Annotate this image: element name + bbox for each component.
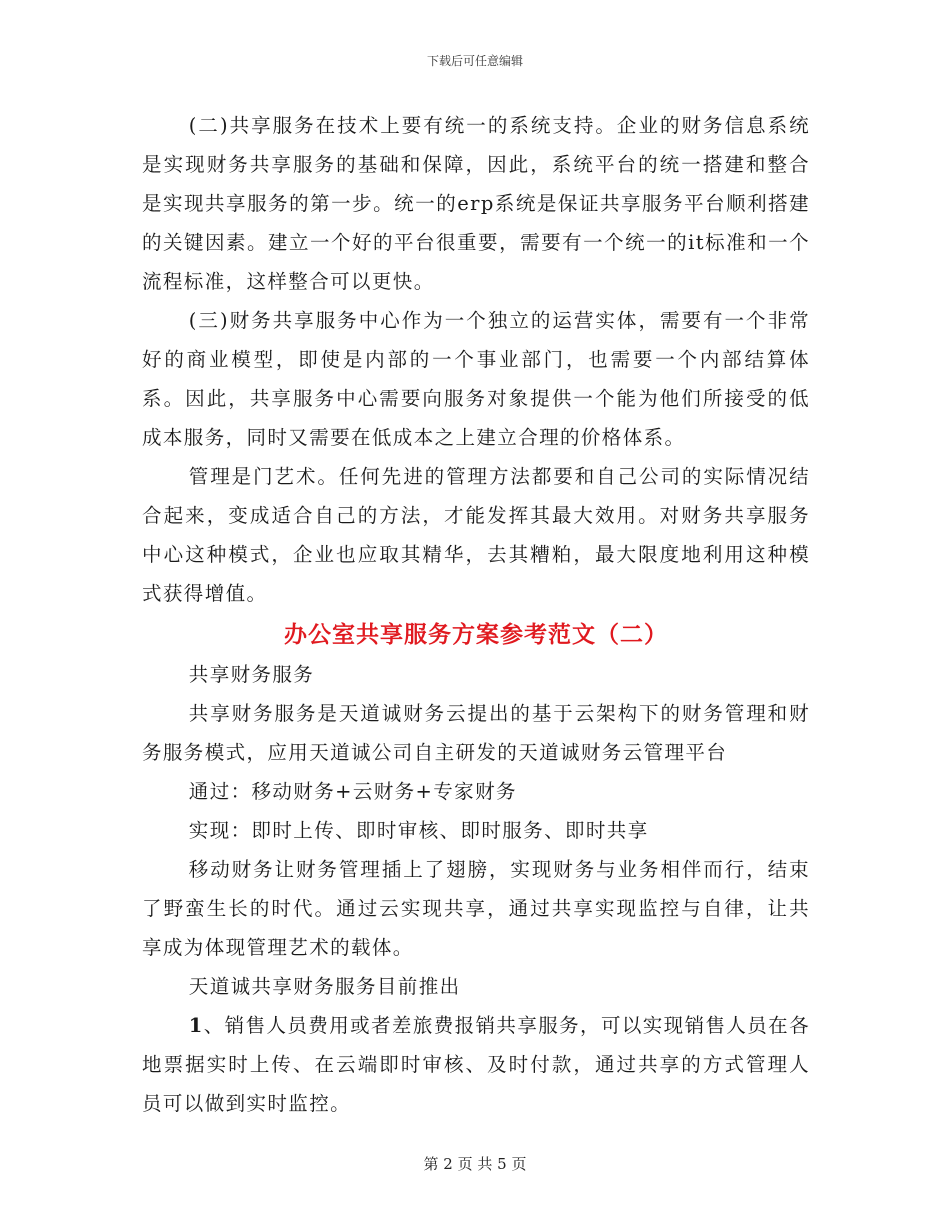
paragraph: 管理是门艺术。任何先进的管理方法都要和自己公司的实际情况结合起来，变成适合自己的方法，才能发挥其最大效用。对财务共享服务中心这种模式，企业也应取其精华，去其糟粕，最大限度地利用这种模式获得增值。 — [142, 465, 810, 605]
item-text: 、销售人员费用或者差旅费报销共享服务，可以实现销售人员在各地票据实时上传、在云端即时审核、及时付款，通过共享的方式管理人员可以做到实时监控。 — [142, 1014, 810, 1115]
page-header: 下载后可任意编辑 — [426, 54, 523, 68]
paragraph: 天道诚共享财务服务目前推出 — [188, 975, 461, 998]
paragraph: 共享财务服务 — [188, 663, 315, 686]
paragraph: 通过：移动财务+云财务+专家财务 — [188, 780, 517, 803]
paragraph: 移动财务让财务管理插上了翅膀，实现财务与业务相伴而行，结束了野蛮生长的时代。通过云实现共享，通过共享实现监控与自律，让共享成为体现管理艺术的载体。 — [142, 858, 810, 959]
paragraph: 实现：即时上传、即时审核、即时服务、即时共享 — [188, 819, 649, 842]
document-body — [142, 106, 810, 1123]
paragraph: (二)共享服务在技术上要有统一的系统支持。企业的财务信息系统是实现财务共享服务的基础和保障，因此，系统平台的统一搭建和整合是实现共享服务的第一步。统一的erp系统是保证共享服务平台顺利搭建的关键因素。建立一个好的平台很重要，需要有一个统一的it标准和一个流程标准，这样整合可以更快。 — [142, 114, 810, 293]
numbered-item — [142, 1006, 810, 1123]
page-footer: 第 2 页 共 5 页 — [423, 1155, 527, 1173]
paragraph: 共享财务服务是天道诚财务云提出的基于云架构下的财务管理和财务服务模式，应用天道诚公司自主研发的天道诚财务云管理平台 — [142, 702, 810, 764]
section-title: 办公室共享服务方案参考范文（二） — [284, 621, 668, 648]
item-number: 1 — [188, 1014, 204, 1037]
paragraph: (三)财务共享服务中心作为一个独立的运营实体，需要有一个非常好的商业模型，即使是内部的一个事业部门，也需要一个内部结算体系。因此，共享服务中心需要向服务对象提供一个能为他们所接受的低成本服务，同时又需要在低成本之上建立合理的价格体系。 — [142, 309, 810, 449]
